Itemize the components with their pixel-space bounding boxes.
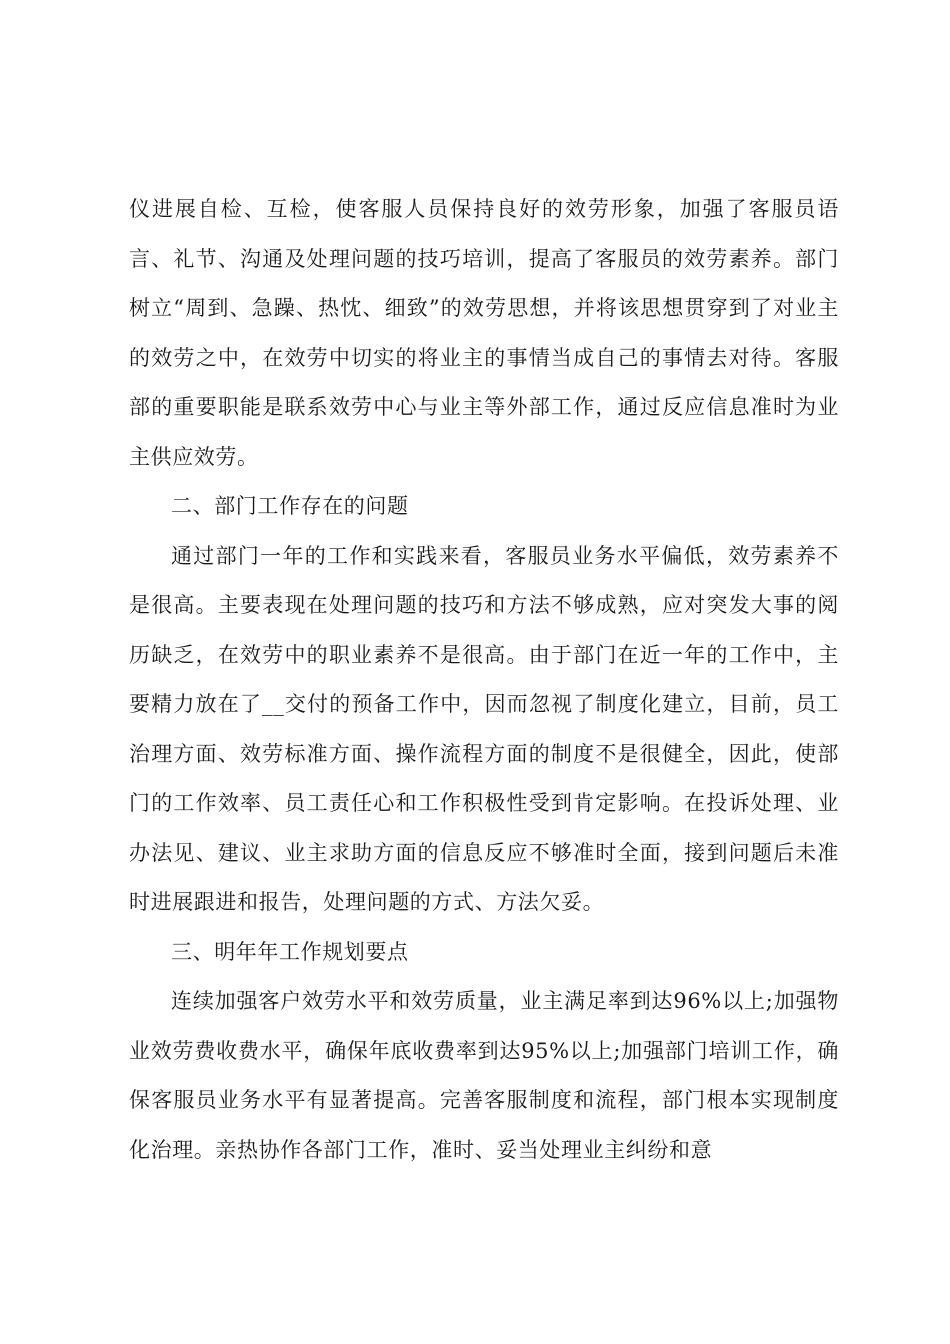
paragraph-problems: 通过部门一年的工作和实践来看，客服员业务水平偏低，效劳素养不是很高。主要表现在处理问题的技巧和方法不够成熟，应对突发大事的阅历缺乏，在效劳中的职业素养不是很高。由于部门在近一年的工作中，主要精力放在了__交付的预备工作中，因而忽视了制度化建立，目前，员工治理方面、效劳标准方面、操作流程方面的制度不是很健全，因此，使部门的工作效率、员工责任心和工作积极性受到肯定影响。在投诉处理、业办法见、建议、业主求助方面的信息反应不够准时全面，接到问题后未准时进展跟进和报告，处理问题的方式、方法欠妥。	[129, 543, 839, 914]
section-heading-plan: 三、明年年工作规划要点	[171, 939, 409, 964]
document-body	[129, 185, 839, 1175]
paragraph-plan: 连续加强客户效劳水平和效劳质量，业主满足率到达96%以上;加强物业效劳费收费水平，确保年底收费率到达95%以上;加强部门培训工作，确保客服员业务水平有显著提高。完善客服制度和流程，部门根本实现制度化治理。亲热协作各部门工作，准时、妥当处理业主纠纷和意	[129, 989, 839, 1162]
section-heading-problems: 二、部门工作存在的问题	[171, 494, 409, 518]
paragraph-service-image: 仪进展自检、互检，使客服人员保持良好的效劳形象，加强了客服员语言、礼节、沟通及处理问题的技巧培训，提高了客服员的效劳素养。部门树立“周到、急躁、热忱、细致”的效劳思想，并将该思想贯穿到了对业主的效劳之中，在效劳中切实的将业主的事情当成自己的事情去对待。客服部的重要职能是联系效劳中心与业主等外部工作，通过反应信息准时为业主供应效劳。	[129, 197, 839, 469]
